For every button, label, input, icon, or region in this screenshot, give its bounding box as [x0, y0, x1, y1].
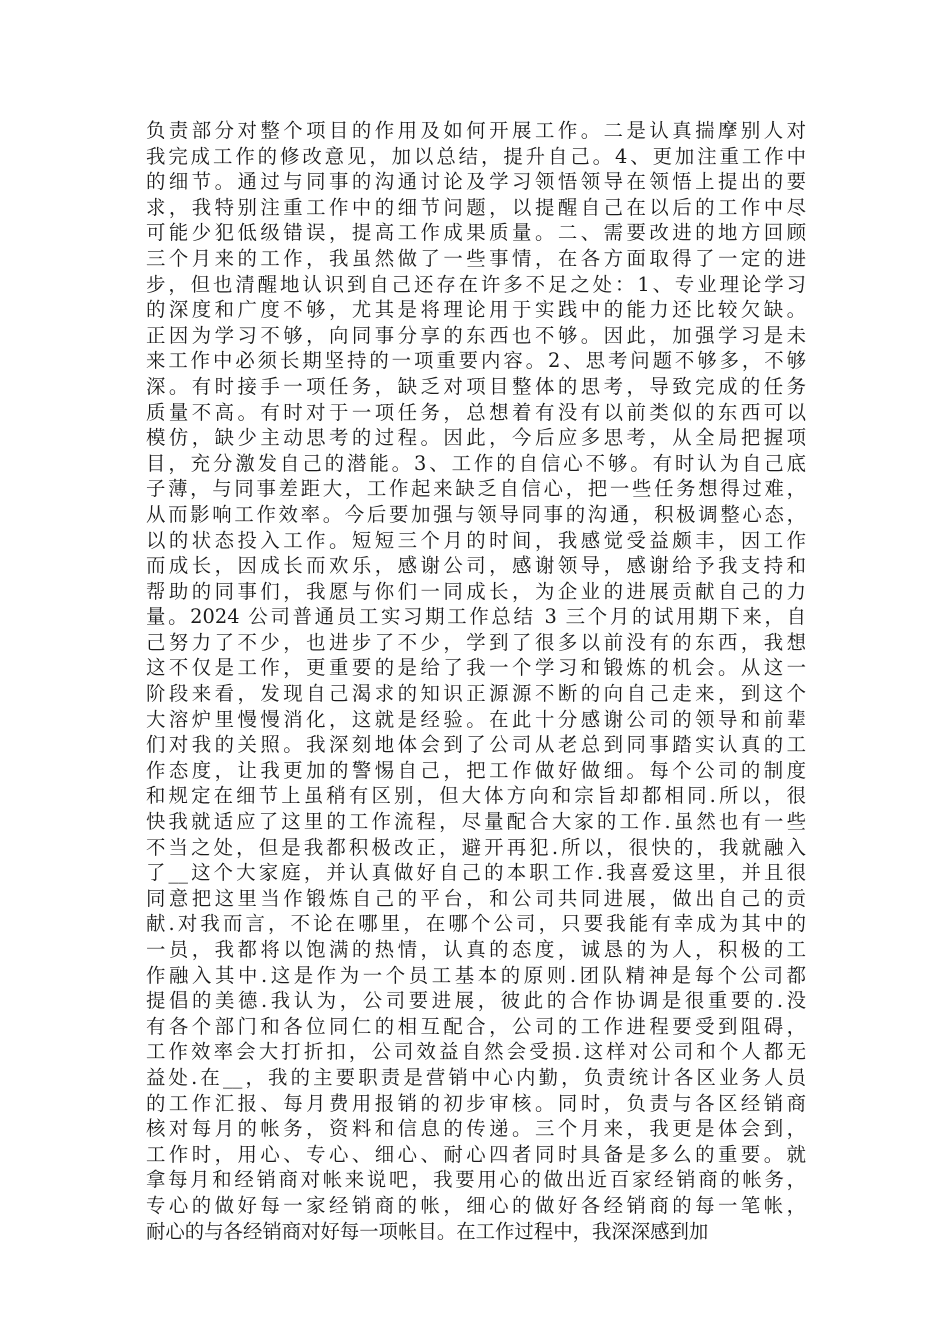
text-line: 的细节。通过与同事的沟通讨论及学习领悟领导在领悟上提出的要 [146, 170, 806, 194]
text-line: 子薄，与同事差距大，工作起来缺乏自信心，把一些任务想得过难， [146, 477, 806, 501]
text-line: 以的状态投入工作。短短三个月的时间，我感觉受益颇丰，因工作 [146, 528, 806, 552]
text-line: 我完成工作的修改意见，加以总结，提升自己。4、更加注重工作中 [146, 144, 806, 168]
text-line: 不当之处，但是我都积极改正，避开再犯.所以，很快的，我就融入 [146, 835, 806, 859]
text-line: 这不仅是工作，更重要的是给了我一个学习和锻炼的机会。从这一 [146, 656, 806, 680]
text-line: 一员，我都将以饱满的热情，认真的态度，诚恳的为人，积极的工 [146, 938, 806, 961]
text-line: 来工作中必须长期坚持的一项重要内容。2、思考问题不够多，不够 [146, 349, 806, 373]
text-line: 负责部分对整个项目的作用及如何开展工作。二是认真揣摩别人对 [146, 119, 806, 142]
text-line: 大溶炉里慢慢消化，这就是经验。在此十分感谢公司的领导和前辈 [146, 707, 806, 731]
text-line: 的深度和广度不够，尤其是将理论用于实践中的能力还比较欠缺。 [146, 298, 806, 322]
text-line: 作融入其中.这是作为一个员工基本的原则.团队精神是每个公司都 [146, 963, 806, 987]
text-line: 步，但也清醒地认识到自己还存在许多不足之处：1、专业理论学习 [146, 272, 806, 296]
text-line: 从而影响工作效率。今后要加强与领导同事的沟通，积极调整心态， [146, 502, 806, 526]
text-line: 们对我的关照。我深刻地体会到了公司从老总到同事踏实认真的工 [146, 733, 806, 757]
body-text [146, 118, 806, 1244]
text-line: 了__这个大家庭，并认真做好自己的本职工作.我喜爱这里，并且很 [146, 861, 806, 885]
text-line: 量。2024 公司普通员工实习期工作总结 3 三个月的试用期下来，自 [146, 605, 806, 629]
text-line: 快我就适应了这里的工作流程，尽量配合大家的工作.虽然也有一些 [146, 810, 806, 834]
text-line: 模仿，缺少主动思考的过程。因此，今后应多思考，从全局把握项 [146, 426, 806, 450]
text-line: 深。有时接手一项任务，缺乏对项目整体的思考，导致完成的任务 [146, 374, 806, 398]
text-line: 帮助的同事们，我愿与你们一同成长，为企业的进展贡献自己的力 [146, 579, 806, 603]
text-line: 作态度，让我更加的警惕自己，把工作做好做细。每个公司的制度 [146, 758, 806, 782]
text-line: 阶段来看，发现自己渴求的知识正源源不断的向自己走来，到这个 [146, 682, 806, 706]
text-line: 专心的做好每一家经销商的帐，细心的做好各经销商的每一笔帐， [146, 1193, 806, 1217]
text-line: 而成长，因成长而欢乐，感谢公司，感谢领导，感谢给予我支持和 [146, 554, 806, 578]
text-line: 目，充分激发自己的潜能。3、工作的自信心不够。有时认为自己底 [146, 451, 806, 475]
text-line: 求，我特别注重工作中的细节问题，以提醒自己在以后的工作中尽 [146, 195, 806, 219]
text-line: 正因为学习不够，向同事分享的东西也不够。因此，加强学习是未 [146, 323, 806, 347]
text-line: 三个月来的工作，我虽然做了一些事情，在各方面取得了一定的进 [146, 246, 806, 270]
text-line: 同意把这里当作锻炼自己的平台，和公司共同进展，做出自己的贡 [146, 886, 806, 910]
text-line: 献.对我而言，不论在哪里，在哪个公司，只要我能有幸成为其中的 [146, 912, 806, 936]
text-line: 可能少犯低级错误，提高工作成果质量。二、需要改进的地方回顾 [146, 221, 806, 245]
text-line: 和规定在细节上虽稍有区别，但大体方向和宗旨却都相同.所以，很 [146, 784, 806, 808]
text-line: 益处.在__，我的主要职责是营销中心内勤，负责统计各区业务人员 [146, 1065, 806, 1089]
text-line: 核对每月的帐务，资料和信息的传递。三个月来，我更是体会到， [146, 1117, 806, 1141]
text-line: 耐心的与各经销商对好每一项帐目。在工作过程中，我深深感到加 [146, 1219, 709, 1243]
text-line: 质量不高。有时对于一项任务，总想着有没有以前类似的东西可以 [146, 400, 806, 424]
text-line: 工作时，用心、专心、细心、耐心四者同时具备是多么的重要。就 [146, 1142, 806, 1166]
text-line: 拿每月和经销商对帐来说吧，我要用心的做出近百家经销商的帐务， [146, 1168, 806, 1192]
text-line: 有各个部门和各位同仁的相互配合，公司的工作进程要受到阻碍， [146, 1014, 806, 1038]
text-line: 的工作汇报、每月费用报销的初步审核。同时，负责与各区经销商 [146, 1091, 806, 1115]
text-line: 提倡的美德.我认为，公司要进展，彼此的合作协调是很重要的.没 [146, 989, 806, 1013]
text-line: 己努力了不少，也进步了不少，学到了很多以前没有的东西，我想 [146, 630, 806, 654]
text-line: 工作效率会大打折扣，公司效益自然会受损.这样对公司和个人都无 [146, 1040, 806, 1064]
